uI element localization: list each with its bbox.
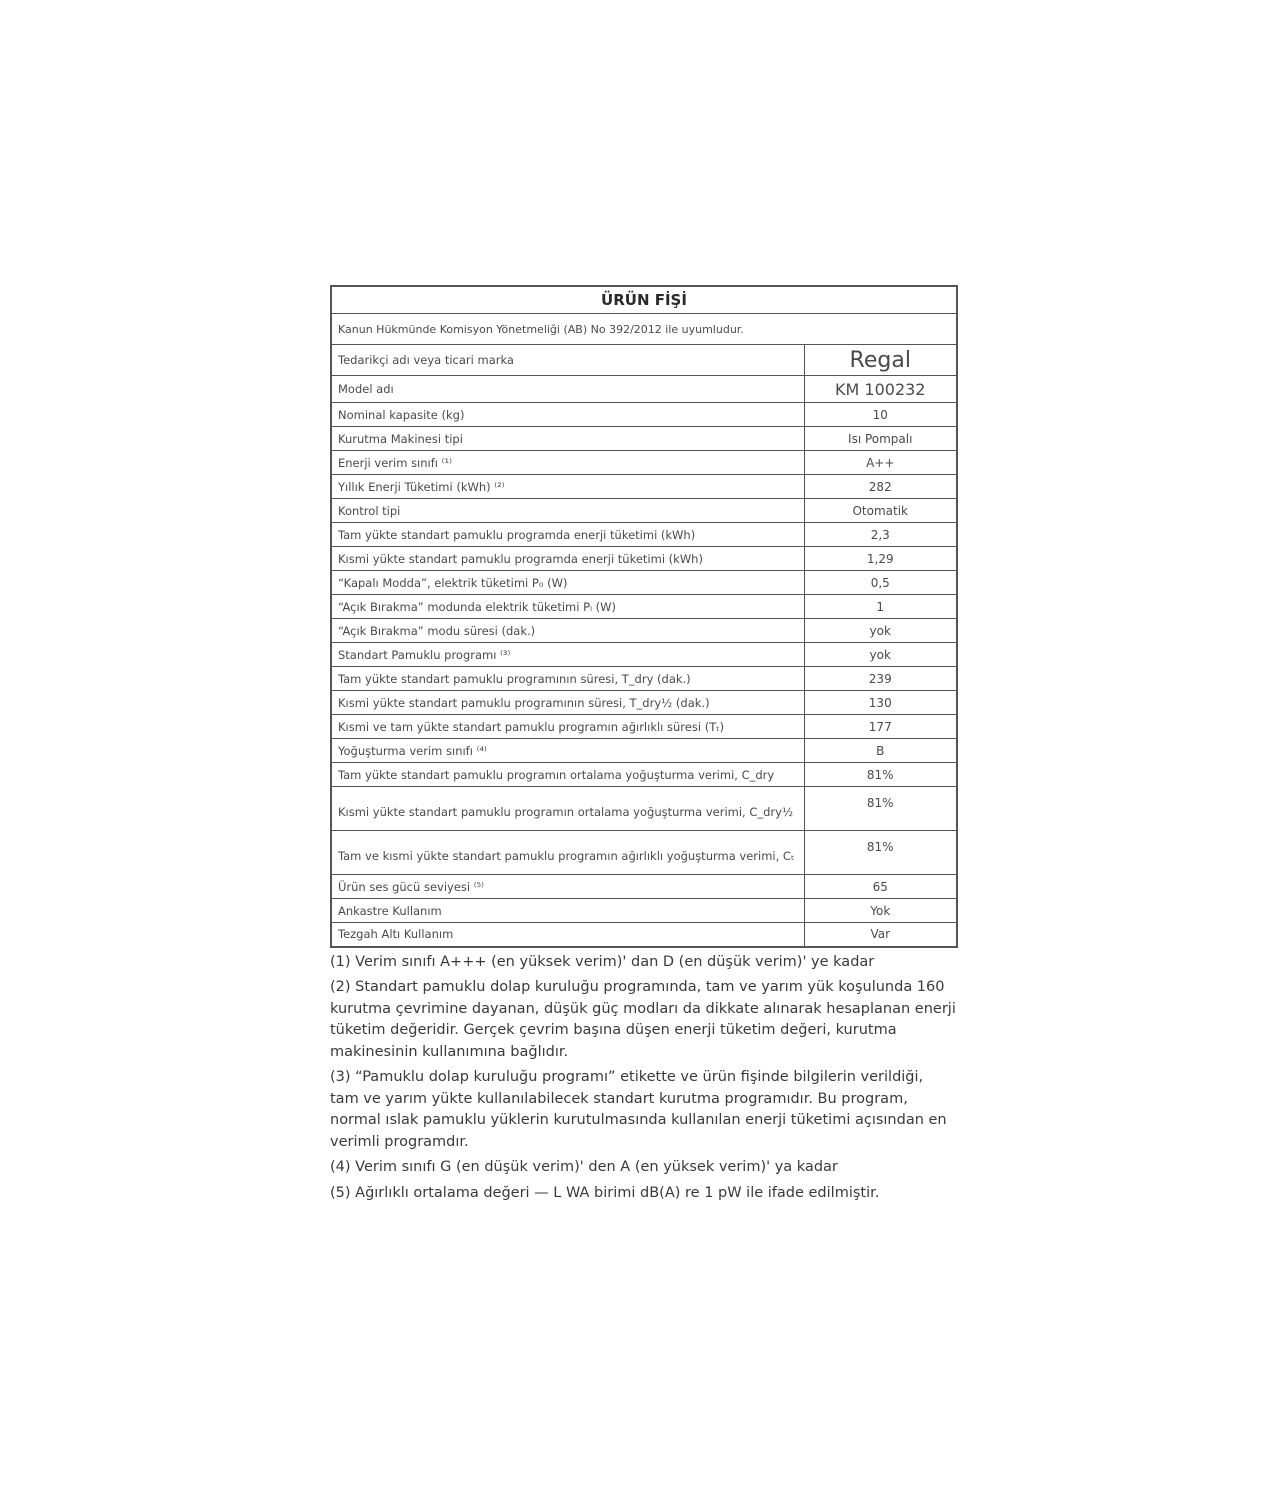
row-label: “Kapalı Modda”, elektrik tüketimi P₀ (W) <box>331 571 804 595</box>
row-value: A++ <box>804 451 957 475</box>
footnote-5: (5) Ağırlıklı ortalama değeri — L WA birimi dB(A) re 1 pW ile ifade edilmiştir. <box>330 1184 880 1201</box>
product-sheet <box>330 285 956 1208</box>
row-label: Ürün ses gücü seviyesi ⁽⁵⁾ <box>331 875 804 899</box>
row-value: 81% <box>804 763 957 787</box>
row-label: Tam yükte standart pamuklu programda enerji tüketimi (kWh) <box>331 523 804 547</box>
row-label: Kısmi ve tam yükte standart pamuklu programın ağırlıklı süresi (Tₜ) <box>331 715 804 739</box>
row-value: yok <box>804 643 957 667</box>
row-value: yok <box>804 619 957 643</box>
row-value: 2,3 <box>804 523 957 547</box>
row-label: Enerji verim sınıfı ⁽¹⁾ <box>331 451 804 475</box>
row-value: 1,29 <box>804 547 957 571</box>
row-value: 0,5 <box>804 571 957 595</box>
row-label: “Açık Bırakma” modunda elektrik tüketimi Pₗ (W) <box>331 595 804 619</box>
row-label: Tam yükte standart pamuklu programının süresi, T_dry (dak.) <box>331 667 804 691</box>
row-value: Var <box>804 923 957 947</box>
product-table <box>330 285 958 948</box>
row-value: Isı Pompalı <box>804 427 957 451</box>
row-label: Kısmi yükte standart pamuklu programda enerji tüketimi (kWh) <box>331 547 804 571</box>
row-label: Standart Pamuklu programı ⁽³⁾ <box>331 643 804 667</box>
row-label: Kısmi yükte standart pamuklu programın ortalama yoğuşturma verimi, C_dry½ <box>331 787 804 831</box>
row-value: 239 <box>804 667 957 691</box>
row-label: Ankastre Kullanım <box>331 899 804 923</box>
row-label: Yıllık Enerji Tüketimi (kWh) ⁽²⁾ <box>331 475 804 499</box>
row-label: Tedarikçi adı veya ticari marka <box>331 345 804 376</box>
row-value: 81% <box>804 787 957 831</box>
row-value: 1 <box>804 595 957 619</box>
model-value: KM 100232 <box>804 376 957 403</box>
regulation-text: Kanun Hükmünde Komisyon Yönetmeliği (AB) No 392/2012 ile uyumludur. <box>331 314 957 345</box>
row-value: 177 <box>804 715 957 739</box>
row-label: Tezgah Altı Kullanım <box>331 923 804 947</box>
row-label: Kontrol tipi <box>331 499 804 523</box>
footnote-3: (3) “Pamuklu dolap kuruluğu programı” etikette ve ürün fişinde bilgilerin verildiği, tam ve yarım yükte kullanılabilecek standart kurutma programıdır. Bu program, normal ıslak pamuklu yüklerin kurutulmasında kullanılan enerji tüketimi açısından en verimli programdır. <box>330 1069 947 1150</box>
footnote-2: (2) Standart pamuklu dolap kuruluğu programında, tam ve yarım yük koşulunda 160 kurutma çevrimine dayanan, düşük güç modları da dikkate alınarak hesaplanan enerji tüketim değeridir. Gerçek çevrim başına düşen enerji tüketim değeri, kurutma makinesinin kullanımına bağlıdır. <box>330 979 956 1060</box>
row-label: Nominal kapasite (kg) <box>331 403 804 427</box>
row-value: 130 <box>804 691 957 715</box>
footnotes <box>330 952 956 1205</box>
row-value: 10 <box>804 403 957 427</box>
row-label: Yoğuşturma verim sınıfı ⁽⁴⁾ <box>331 739 804 763</box>
footnote-1: (1) Verim sınıfı A+++ (en yüksek verim)' dan D (en düşük verim)' ye kadar <box>330 953 875 970</box>
row-label: “Açık Bırakma” modu süresi (dak.) <box>331 619 804 643</box>
row-value: 282 <box>804 475 957 499</box>
footnote-4: (4) Verim sınıfı G (en düşük verim)' den A (en yüksek verim)' ya kadar <box>330 1159 838 1175</box>
row-value: B <box>804 739 957 763</box>
row-value: Yok <box>804 899 957 923</box>
row-label: Tam ve kısmi yükte standart pamuklu programın ağırlıklı yoğuşturma verimi, Cₜ <box>331 831 804 875</box>
row-label: Tam yükte standart pamuklu programın ortalama yoğuşturma verimi, C_dry <box>331 763 804 787</box>
row-value: 81% <box>804 831 957 875</box>
sheet-title: ÜRÜN FİŞİ <box>331 286 957 314</box>
row-label: Model adı <box>331 376 804 403</box>
row-label: Kısmi yükte standart pamuklu programının süresi, T_dry½ (dak.) <box>331 691 804 715</box>
row-value: Otomatik <box>804 499 957 523</box>
brand-value: Regal <box>804 345 957 376</box>
row-value: 65 <box>804 875 957 899</box>
row-label: Kurutma Makinesi tipi <box>331 427 804 451</box>
